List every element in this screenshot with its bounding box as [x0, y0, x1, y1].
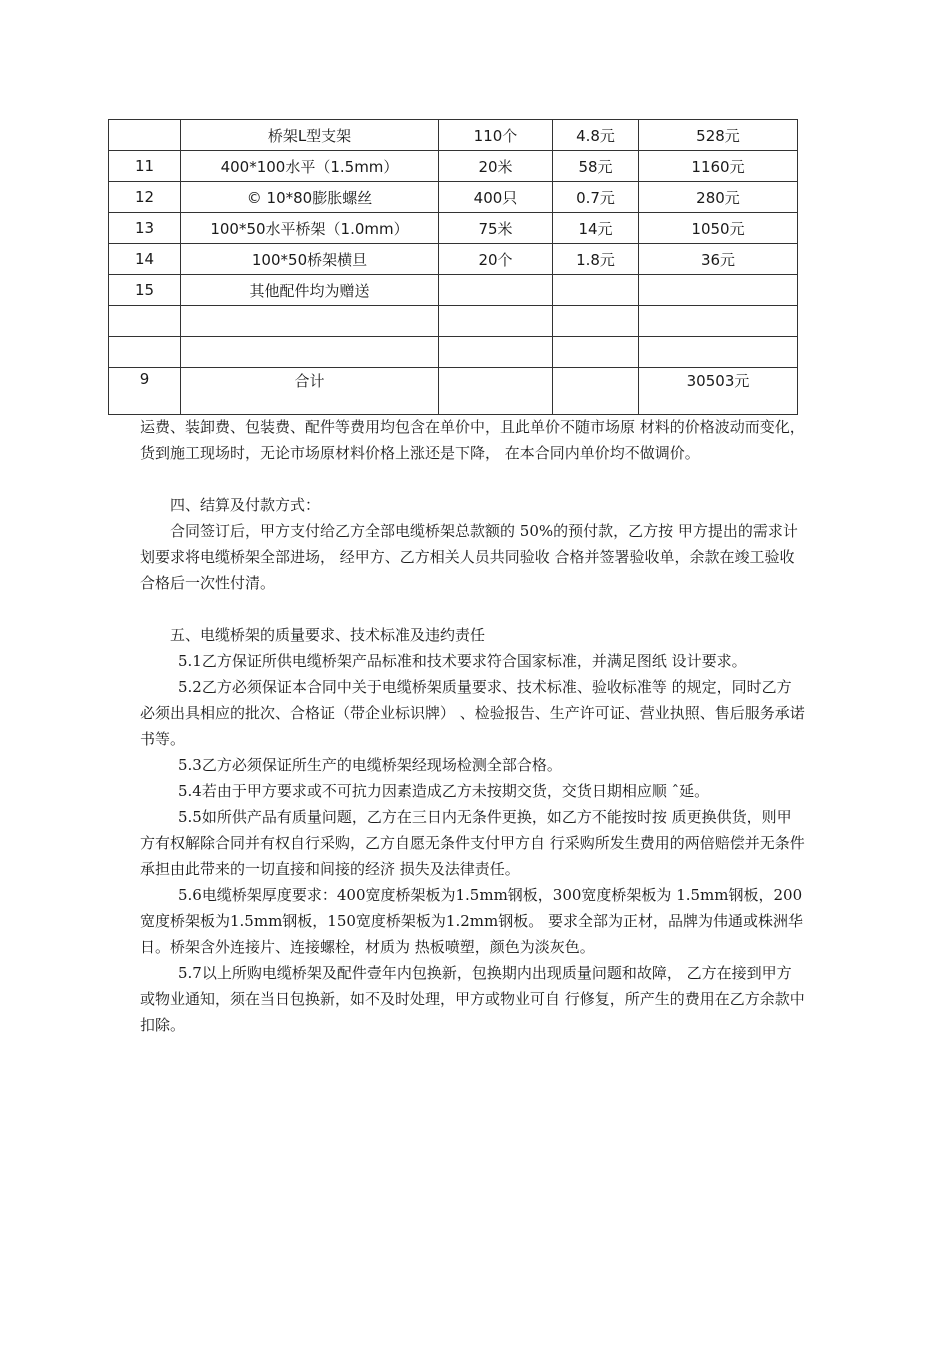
unit-price: 1.8元 — [553, 244, 639, 275]
total-row — [109, 368, 798, 415]
unit-price: 0.7元 — [553, 182, 639, 213]
item-name: 100*50水平桥架（1.0mm） — [181, 213, 439, 244]
section-5-heading: 五、电缆桥架的质量要求、技术标准及违约责任 — [170, 626, 486, 644]
row-number — [109, 337, 181, 368]
clause-5-7: 5.7以上所购电缆桥架及配件壹年内包换新，包换期内出现质量问题和故障， 乙方在接到甲方或物业通知，须在当日包换新，如不及时处理，甲方或物业可自 行修复，所产生的费用在乙方余款中扣除。 — [140, 964, 805, 1034]
table-row — [109, 120, 798, 151]
quantity — [439, 368, 553, 415]
line-total: 36元 — [639, 244, 798, 275]
row-number: 9 — [109, 368, 181, 415]
item-name — [181, 306, 439, 337]
line-total: 280元 — [639, 182, 798, 213]
line-total — [639, 337, 798, 368]
item-name: 桥架L型支架 — [181, 120, 439, 151]
item-name: 其他配件均为赠送 — [181, 275, 439, 306]
table-row — [109, 306, 798, 337]
unit-price — [553, 275, 639, 306]
row-number — [109, 120, 181, 151]
price-table — [108, 119, 798, 415]
quantity — [439, 275, 553, 306]
clause-5-6: 5.6电缆桥架厚度要求：400宽度桥架板为1.5mm钢板，300宽度桥架板为 1.5mm钢板，200宽度桥架板为1.5mm钢板，150宽度桥架板为1.2mm钢板。 要求全部为正材，品牌为伟通或株洲华日。桥架含外连接片、连接螺栓，材质为 热板喷塑，颜色为淡灰色。 — [140, 886, 804, 956]
unit-price — [553, 306, 639, 337]
quantity: 75米 — [439, 213, 553, 244]
row-number: 11 — [109, 151, 181, 182]
table-row — [109, 275, 798, 306]
row-number: 14 — [109, 244, 181, 275]
clause-5-1: 5.1乙方保证所供电缆桥架产品标准和技术要求符合国家标准，并满足图纸 设计要求。 — [178, 652, 747, 670]
section-4-paragraph: 合同签订后，甲方支付给乙方全部电缆桥架总款额的 50%的预付款，乙方按 甲方提出的需求计划要求将电缆桥架全部进场， 经甲方、乙方相关人员共同验收 合格并签署验收单，余款在竣工验收合格后一次性付清。 — [140, 522, 798, 592]
quantity: 110个 — [439, 120, 553, 151]
unit-price: 14元 — [553, 213, 639, 244]
row-number — [109, 306, 181, 337]
row-number: 13 — [109, 213, 181, 244]
clause-5-3: 5.3乙方必须保证所生产的电缆桥架经现场检测全部合格。 — [178, 756, 562, 774]
unit-price: 58元 — [553, 151, 639, 182]
line-total: 1050元 — [639, 213, 798, 244]
quantity — [439, 337, 553, 368]
price-note-paragraph: 运费、装卸费、包装费、配件等费用均包含在单价中，且此单价不随市场原 材料的价格波动而变化，货到施工现场时，无论市场原材料价格上涨还是下降， 在本合同内单价均不做调价。 — [140, 418, 805, 462]
unit-price: 4.8元 — [553, 120, 639, 151]
line-total — [639, 306, 798, 337]
quantity: 20个 — [439, 244, 553, 275]
quantity: 20米 — [439, 151, 553, 182]
unit-price — [553, 337, 639, 368]
item-name — [181, 337, 439, 368]
clause-5-2: 5.2乙方必须保证本合同中关于电缆桥架质量要求、技术标准、验收标准等 的规定，同时乙方必须出具相应的批次、合格证（带企业标识牌） 、检验报告、生产许可证、营业执照、售后服务承诺书等。 — [140, 678, 805, 748]
section-4-heading: 四、结算及付款方式： — [170, 496, 321, 514]
clause-5-4: 5.4若由于甲方要求或不可抗力因素造成乙方未按期交货，交货日期相应顺 ˆ延。 — [178, 782, 710, 800]
row-number: 12 — [109, 182, 181, 213]
line-total: 1160元 — [639, 151, 798, 182]
quantity: 400只 — [439, 182, 553, 213]
row-number: 15 — [109, 275, 181, 306]
line-total — [639, 275, 798, 306]
item-name: 合计 — [181, 368, 439, 415]
line-total: 528元 — [639, 120, 798, 151]
item-name: 100*50桥架横旦 — [181, 244, 439, 275]
table-row — [109, 244, 798, 275]
table-row — [109, 213, 798, 244]
unit-price — [553, 368, 639, 415]
item-name: © 10*80膨胀螺丝 — [181, 182, 439, 213]
line-total: 30503元 — [639, 368, 798, 415]
contract-body — [140, 414, 805, 1038]
clause-5-5: 5.5如所供产品有质量问题，乙方在三日内无条件更换，如乙方不能按时按 质更换供货，则甲方有权解除合同并有权自行采购，乙方自愿无条件支付甲方自 行采购所发生费用的两倍赔偿并无条件承担由此带来的一切直接和间接的经济 损失及法律责任。 — [140, 808, 805, 878]
table-row — [109, 182, 798, 213]
table-row — [109, 337, 798, 368]
item-name: 400*100水平（1.5mm） — [181, 151, 439, 182]
quantity — [439, 306, 553, 337]
table-row — [109, 151, 798, 182]
